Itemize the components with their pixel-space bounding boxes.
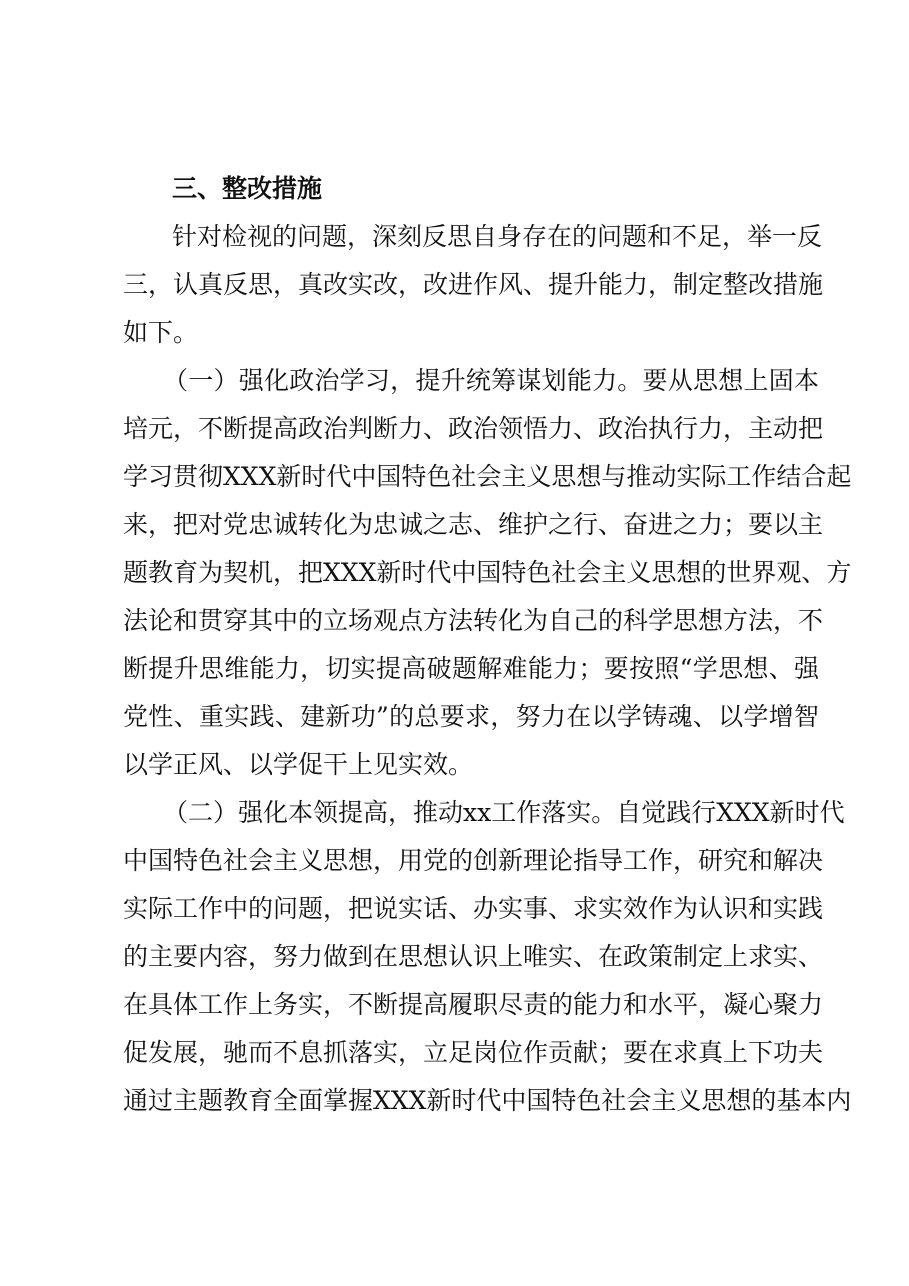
- text-line: 以学正风、以学促干上见实效。: [123, 750, 474, 779]
- text-line: 通过主题教育全面掌握XXX新时代中国特色社会主义思想的基本内: [123, 1086, 852, 1115]
- text-line: 题教育为契机，把XXX新时代中国特色社会主义思想的世界观、方: [123, 558, 852, 587]
- text-line: 三，认真反思，真改实改，改进作风、提升能力，制定整改措施: [123, 270, 824, 299]
- text-line: 断提升思维能力，切实提高破题解难能力；要按照“学思想、强: [123, 654, 819, 683]
- paragraph-item-2: [123, 789, 852, 1125]
- text-line: （一）强化政治学习，提升统筹谋划能力。要从思想上固本: [163, 366, 819, 395]
- text-line: 实际工作中的问题，把说实话、办实事、求实效作为认识和实践: [123, 894, 824, 923]
- text-line: 如下。: [123, 318, 199, 347]
- text-line: 针对检视的问题，深刻反思自身存在的问题和不足，举一反: [172, 222, 823, 251]
- text-line: （二）强化本领提高，推动xx工作落实。自觉践行XXX新时代: [163, 798, 845, 827]
- section-heading: 三、整改措施: [172, 174, 323, 203]
- text-line: 来，把对党忠诚转化为忠诚之志、维护之行、奋进之力；要以主: [123, 510, 824, 539]
- text-line: 培元，不断提高政治判断力、政治领悟力、政治执行力，主动把: [123, 414, 824, 443]
- text-line: 中国特色社会主义思想，用党的创新理论指导工作，研究和解决: [123, 846, 824, 875]
- text-line: 的主要内容，努力做到在思想认识上唯实、在政策制定上求实、: [123, 942, 824, 971]
- document-body: [123, 165, 852, 1125]
- text-line: 党性、重实践、建新功”的总要求，努力在以学铸魂、以学增智: [123, 702, 819, 731]
- text-line: 在具体工作上务实，不断提高履职尽责的能力和水平，凝心聚力: [123, 990, 824, 1019]
- paragraph-item-1: [123, 357, 852, 789]
- text-line: 法论和贯穿其中的立场观点方法转化为自己的科学思想方法，不: [123, 606, 824, 635]
- text-line: 学习贯彻XXX新时代中国特色社会主义思想与推动实际工作结合起: [123, 462, 852, 491]
- paragraph-intro: [123, 213, 824, 357]
- text-line: 促发展，驰而不息抓落实，立足岗位作贡献；要在求真上下功夫: [123, 1038, 824, 1067]
